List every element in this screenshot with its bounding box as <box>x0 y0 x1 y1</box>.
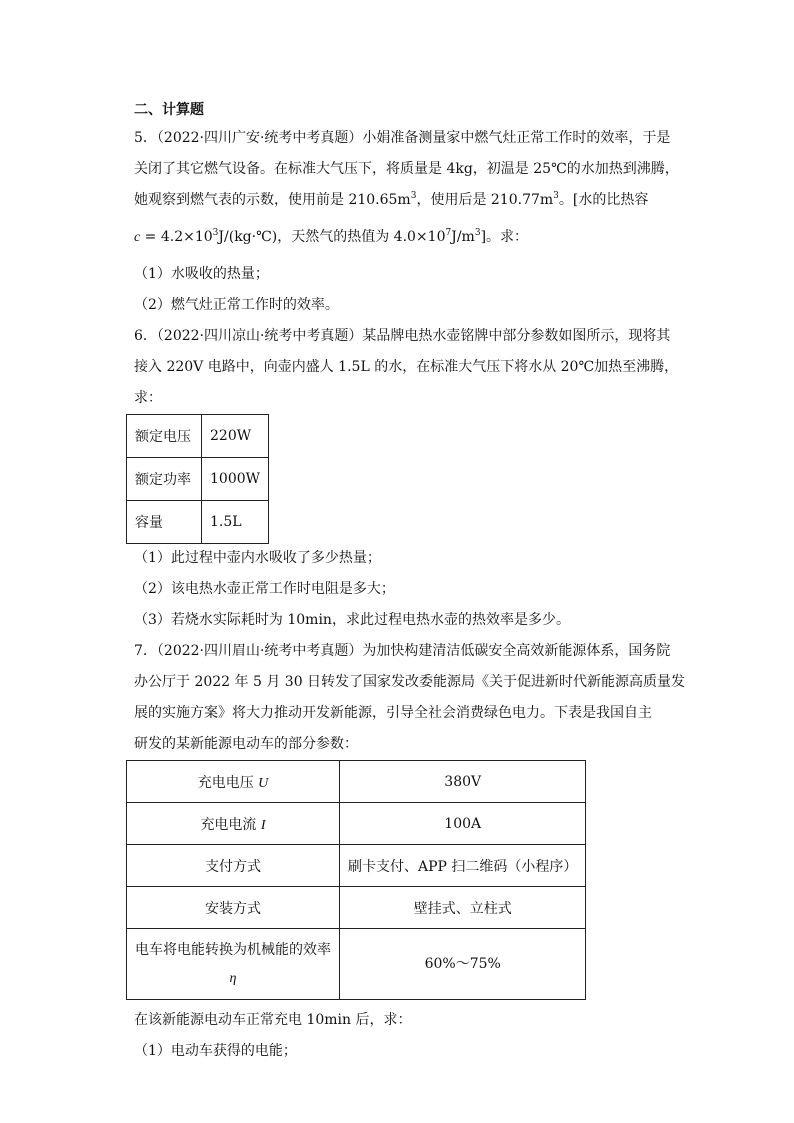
q6-line-1: 6．（2022·四川凉山·统考中考真题）某品牌电热水壶铭牌中部分参数如图所示，现将其 <box>134 328 671 344</box>
q6-sub-3: （3）若烧水实际耗时为 10min，求此过程电热水壶的热效率是多少。 <box>134 612 570 628</box>
table-row <box>127 845 586 887</box>
q7-sub-1: （1）电动车获得的电能； <box>134 1043 297 1059</box>
q7-line-5: 在该新能源电动车正常充电 10min 后，求： <box>134 1012 412 1028</box>
table-cell-key: 容量 <box>127 501 202 544</box>
q7-line-1: 7．（2022·四川眉山·统考中考真题）为加快构建清洁低碳安全高效新能源体系，国务院 <box>134 643 671 659</box>
q7-line-4: 研发的某新能源电动车的部分参数： <box>134 736 358 752</box>
table-cell-key: 额定电压 <box>127 415 202 458</box>
table-cell-value: 壁挂式、立柱式 <box>340 887 586 929</box>
table-row <box>127 887 586 929</box>
q5-line-4: $c = 4.2\times 10^3J/(kg\cdot℃)$，天然气的热值为 $4.0\times 10^7J/m^3$]。求： <box>134 228 529 245</box>
table-cell-key: 安装方式 <box>127 887 340 929</box>
q5-sub-1: （1）水吸收的热量； <box>134 266 269 282</box>
table-cell-key: 电车将电能转换为机械能的效率 η <box>127 929 340 1000</box>
q5-line-1: 5．（2022·四川广安·统考中考真题）小娟准备测量家中燃气灶正常工作时的效率，于是 <box>134 130 671 146</box>
q5-sub-2: （2）燃气灶正常工作时的效率。 <box>134 297 339 313</box>
table-row <box>127 458 269 501</box>
section-title: 二、计算题 <box>134 102 204 118</box>
table-cell-key: 充电电流 I <box>127 803 340 845</box>
table-cell-value: 刷卡支付、APP 扫二维码（小程序） <box>340 845 586 887</box>
table-cell-value: 60%～75% <box>340 929 586 1000</box>
table-cell-value: 1000W <box>202 458 269 501</box>
table-row <box>127 501 269 544</box>
q7-line-2: 办公厅于 2022 年 5 月 30 日转发了国家发改委能源局《关于促进新时代新能源高质量发 <box>134 674 686 690</box>
q6-sub-2: （2）该电热水壶正常工作时电阻是多大； <box>134 581 395 597</box>
ev-spec-table <box>126 760 586 1000</box>
kettle-spec-table <box>126 414 269 544</box>
table-row <box>127 803 586 845</box>
table-cell-key: 额定功率 <box>127 458 202 501</box>
q6-line-3: 求： <box>134 390 162 406</box>
table-cell-key: 支付方式 <box>127 845 340 887</box>
table-cell-value: 100A <box>340 803 586 845</box>
table-row <box>127 761 586 803</box>
table-cell-value: 1.5L <box>202 501 269 544</box>
q6-line-2: 接入 220V 电路中，向壶内盛人 1.5L 的水，在标准大气压下将水从 20℃加热至沸腾， <box>134 359 679 375</box>
q6-sub-1: （1）此过程中壶内水吸收了多少热量； <box>134 550 381 566</box>
q7-line-3: 展的实施方案》将大力推动开发新能源，引导全社会消费绿色电力。下表是我国自主 <box>134 705 652 721</box>
q5-line-3: 她观察到燃气表的示数，使用前是 $210.65m^3$，使用后是 $210.77m^3$。[水的比热容 <box>134 191 649 208</box>
q5-line-2: 关闭了其它燃气设备。在标准大气压下，将质量是 4kg，初温是 25℃的水加热到沸腾， <box>134 161 679 177</box>
table-cell-key: 充电电压 U <box>127 761 340 803</box>
table-cell-value: 380V <box>340 761 586 803</box>
table-row <box>127 415 269 458</box>
table-cell-value: 220W <box>202 415 269 458</box>
table-row <box>127 929 586 1000</box>
